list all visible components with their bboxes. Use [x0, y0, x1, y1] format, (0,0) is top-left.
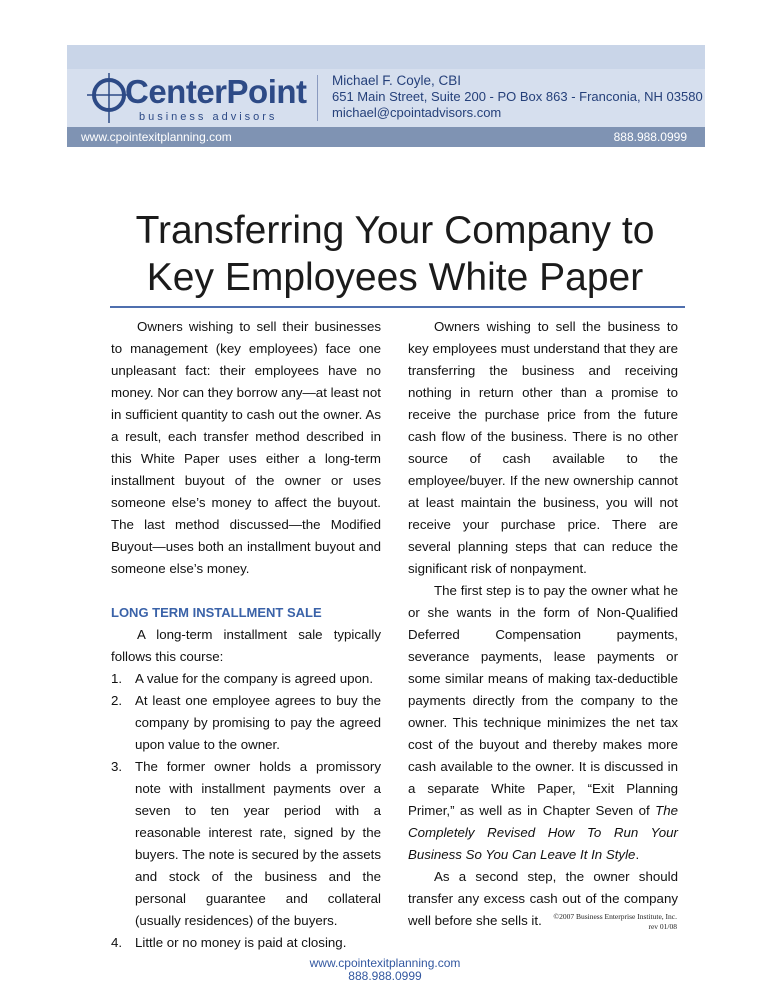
title-rule — [110, 306, 685, 308]
contact-block — [332, 73, 703, 121]
letterhead-website-link[interactable]: www.cpointexitplanning.com — [81, 130, 232, 144]
intro-paragraph: Owners wishing to sell their businesses to management (key employees) face one unpleasant fact: their employees have no money. Nor can they borrow any—at least not in sufficient quantity to cash out the owner. As a result, each transfer method described in this White Paper uses either a long-term installment buyout of the owner or uses someone else’s money to affect the buyout. The last method discussed—the Modified Buyout—uses both an installment buyout and someone else’s money. — [111, 319, 381, 576]
list-item — [111, 668, 381, 690]
footer-website-link[interactable]: www.cpointexitplanning.com — [309, 956, 461, 970]
right-column — [408, 316, 678, 932]
list-text: The former owner holds a promissory note with installment payments over a seven to ten year period with a reasonable interest rate, signed by the buyers. The note is secured by the assets and stock of the business and the personal guarantee and collateral (usually residences) of the buyers. — [135, 759, 381, 928]
section-heading: LONG TERM INSTALLMENT SALE — [111, 605, 322, 620]
letterhead-divider — [317, 75, 318, 121]
first-step-end: . — [635, 847, 640, 862]
list-item — [111, 932, 381, 954]
letterhead — [67, 45, 705, 147]
course-intro-paragraph: A long-term installment sale typically follows this course: — [111, 627, 381, 664]
contact-name: Michael F. Coyle, CBI — [332, 73, 462, 88]
revision-text: rev 01/08 — [648, 922, 677, 931]
list-item — [111, 690, 381, 756]
list-text: A value for the company is agreed upon. — [135, 671, 374, 686]
second-step-paragraph: As a second step, the owner should transfer any excess cash out of the company well before she sells it. — [408, 869, 678, 928]
list-number: 3. — [111, 759, 123, 774]
letterhead-bar — [67, 127, 705, 147]
footer-contact — [260, 957, 510, 983]
list-item — [111, 756, 381, 932]
list-number: 4. — [111, 935, 123, 950]
copyright-notice — [470, 912, 677, 932]
book-title: The Completely Revised How To Run Your Business So You Can Leave It In Style — [408, 803, 678, 862]
left-column — [111, 316, 381, 954]
first-step-paragraph — [408, 580, 678, 866]
letterhead-top-strip — [67, 45, 705, 69]
list-number: 1. — [111, 671, 123, 686]
list-number: 2. — [111, 693, 123, 708]
first-step-text: The first step is to pay the owner what he or she wants in the form of Non-Qualified Deferred Compensation payments, severance payments, lease payments or some similar means of making tax-deductible payments directly from the company to the owner. This technique minimizes the net tax cost of the buyout and thereby makes more cash available to the owner. It is discussed in a separate White Paper, “Exit Planning Primer,” as well as in Chapter Seven of — [408, 583, 678, 818]
title-line-1: Transferring Your Company to — [135, 209, 655, 252]
copyright-text: ©2007 Business Enterprise Institute, Inc. — [553, 912, 677, 921]
risk-paragraph: Owners wishing to sell the business to key employees must understand that they are transferring the business and receiving nothing in return other than a promise to receive the purchase price from the future cash flow of the business. There is no other source of cash available to the employee/buyer. If the new ownership cannot at least maintain the business, you will not receive your purchase price. There are several planning steps that can reduce the significant risk of nonpayment. — [408, 319, 678, 576]
logo-tagline: business advisors — [139, 111, 278, 123]
contact-email[interactable]: michael@cpointadvisors.com — [332, 105, 502, 120]
letterhead-phone: 888.988.0999 — [613, 130, 687, 144]
centerpoint-logo — [85, 73, 325, 125]
title-line-2: Key Employees White Paper — [146, 256, 644, 299]
footer-phone: 888.988.0999 — [348, 969, 422, 983]
installment-steps-list — [111, 668, 381, 954]
document-title — [110, 207, 680, 301]
logo-wordmark: CenterPoint — [125, 73, 307, 110]
list-text: At least one employee agrees to buy the company by promising to pay the agreed upon value to the owner. — [135, 693, 381, 752]
contact-address: 651 Main Street, Suite 200 - PO Box 863 - Franconia, NH 03580 — [332, 89, 703, 104]
list-text: Little or no money is paid at closing. — [135, 935, 347, 950]
